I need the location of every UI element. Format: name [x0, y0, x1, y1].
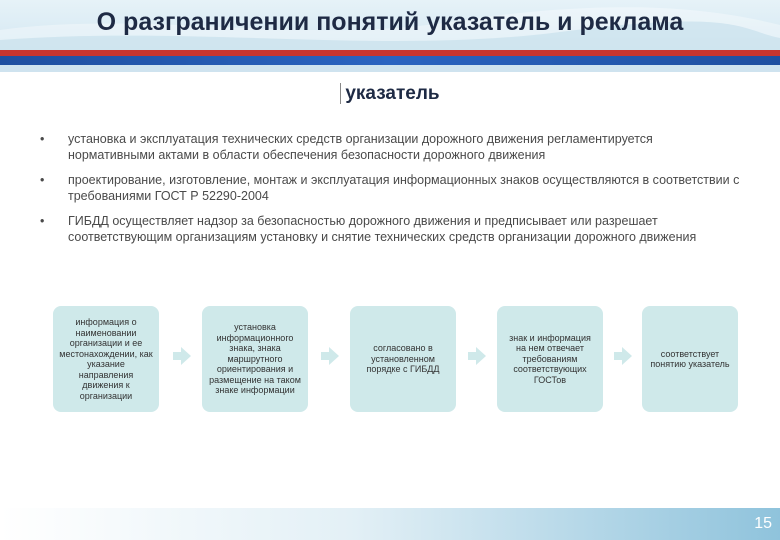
- page-number: 15: [754, 515, 772, 532]
- flow-step-text: установка информационного знака, знака маршрутного ориентирования и размещение на таком знаке информации: [209, 322, 301, 396]
- flow-step-5: [642, 306, 738, 412]
- bullet-item: [40, 172, 740, 204]
- flow-step-4: [497, 306, 603, 412]
- bullet-list: [40, 131, 740, 254]
- bullet-marker: •: [40, 132, 45, 146]
- bullet-text: ГИБДД осуществляет надзор за безопасностью дорожного движения и предписывает или разрешает соответствующим организациям установку и снятие технических средств организации дорожного движения: [68, 214, 697, 244]
- bullet-item: [40, 213, 740, 245]
- header-stripe-blue: [0, 56, 780, 65]
- flow-step-2: [202, 306, 308, 412]
- slide-header: [0, 0, 780, 50]
- arrow-right-icon: [467, 346, 487, 366]
- footer-band: [0, 508, 780, 540]
- bullet-marker: •: [40, 214, 45, 228]
- section-heading: [0, 83, 780, 105]
- bullet-marker: •: [40, 173, 45, 187]
- flow-step-3: [350, 306, 456, 412]
- flow-step-1: [53, 306, 159, 412]
- arrow-right-icon: [172, 346, 192, 366]
- section-heading-text: указатель: [340, 83, 439, 104]
- flow-step-text: знак и информация на нем отвечает требованиям соответствующих ГОСТов: [509, 332, 591, 385]
- bullet-text: проектирование, изготовление, монтаж и эксплуатация информационных знаков осуществляются в соответствии с требованиями ГОСТ Р 52290-2004: [68, 173, 740, 203]
- bullet-item: [40, 131, 740, 163]
- flow-step-text: согласовано в установленном порядке с ГИБДД: [366, 343, 440, 375]
- arrow-right-icon: [613, 346, 633, 366]
- bullet-text: установка и эксплуатация технических средств организации дорожного движения регламентируется нормативными актами в области обеспечения безопасности дорожного движения: [68, 132, 653, 162]
- flow-step-text: информация о наименовании организации и ее местонахождении, как указание направления движения к организации: [59, 317, 153, 401]
- header-stripe-light: [0, 65, 780, 72]
- flow-step-text: соответствует понятию указатель: [650, 348, 730, 369]
- arrow-right-icon: [320, 346, 340, 366]
- slide-title: О разграничении понятий указатель и реклама: [96, 8, 684, 36]
